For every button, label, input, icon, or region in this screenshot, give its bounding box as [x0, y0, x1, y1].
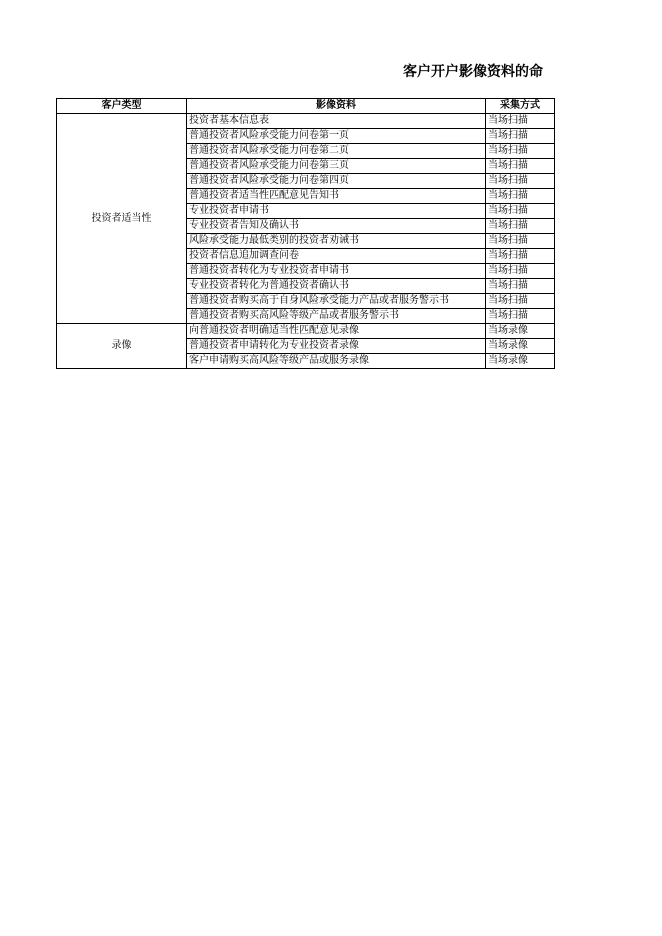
image-material-cell: 普通投资者购买高风险等级产品或者服务警示书 [187, 309, 486, 324]
image-material-cell: 客户申请购买高风险等级产品或服务录像 [187, 354, 486, 369]
collection-method-cell: 当场扫描 [486, 279, 555, 294]
collection-method-cell: 当场扫描 [486, 174, 555, 189]
image-material-cell: 向普通投资者明确适当性匹配意见录像 [187, 324, 486, 339]
header-customer-type: 客户类型 [57, 99, 187, 114]
collection-method-cell: 当场录像 [486, 354, 555, 369]
collection-method-cell: 当场扫描 [486, 264, 555, 279]
image-material-cell: 普通投资者风险承受能力问卷第一页 [187, 129, 486, 144]
image-material-cell: 专业投资者告知及确认书 [187, 219, 486, 234]
document-title: 客户开户影像资料的命 [403, 64, 543, 80]
image-material-cell: 普通投资者风险承受能力问卷第三页 [187, 159, 486, 174]
collection-method-cell: 当场扫描 [486, 129, 555, 144]
table-row [57, 324, 555, 339]
collection-method-cell: 当场扫描 [486, 144, 555, 159]
image-material-cell: 专业投资者申请书 [187, 204, 486, 219]
collection-method-cell: 当场扫描 [486, 114, 555, 129]
image-material-cell: 普通投资者申请转化为专业投资者录像 [187, 339, 486, 354]
image-material-cell: 普通投资者转化为专业投资者申请书 [187, 264, 486, 279]
table-header-row [57, 99, 555, 114]
table-row [57, 114, 555, 129]
collection-method-cell: 当场扫描 [486, 234, 555, 249]
customer-type-cell: 录像 [57, 324, 187, 369]
image-material-cell: 投资者信息追加调查问卷 [187, 249, 486, 264]
collection-method-cell: 当场扫描 [486, 294, 555, 309]
image-materials-table [56, 98, 555, 369]
collection-method-cell: 当场扫描 [486, 219, 555, 234]
header-collection-method: 采集方式 [486, 99, 555, 114]
image-material-cell: 普通投资者购买高于自身风险承受能力产品或者服务警示书 [187, 294, 486, 309]
image-material-cell: 普通投资者风险承受能力问卷第四页 [187, 174, 486, 189]
collection-method-cell: 当场录像 [486, 339, 555, 354]
table-body [57, 114, 555, 369]
customer-type-cell: 投资者适当性 [57, 114, 187, 324]
image-material-cell: 普通投资者风险承受能力问卷第二页 [187, 144, 486, 159]
collection-method-cell: 当场扫描 [486, 309, 555, 324]
collection-method-cell: 当场扫描 [486, 189, 555, 204]
header-image-material: 影像资料 [187, 99, 486, 114]
image-material-cell: 投资者基本信息表 [187, 114, 486, 129]
image-material-cell: 普通投资者适当性匹配意见告知书 [187, 189, 486, 204]
collection-method-cell: 当场扫描 [486, 249, 555, 264]
collection-method-cell: 当场录像 [486, 324, 555, 339]
image-material-cell: 风险承受能力最低类别的投资者劝诫书 [187, 234, 486, 249]
image-material-cell: 专业投资者转化为普通投资者确认书 [187, 279, 486, 294]
collection-method-cell: 当场扫描 [486, 204, 555, 219]
collection-method-cell: 当场扫描 [486, 159, 555, 174]
